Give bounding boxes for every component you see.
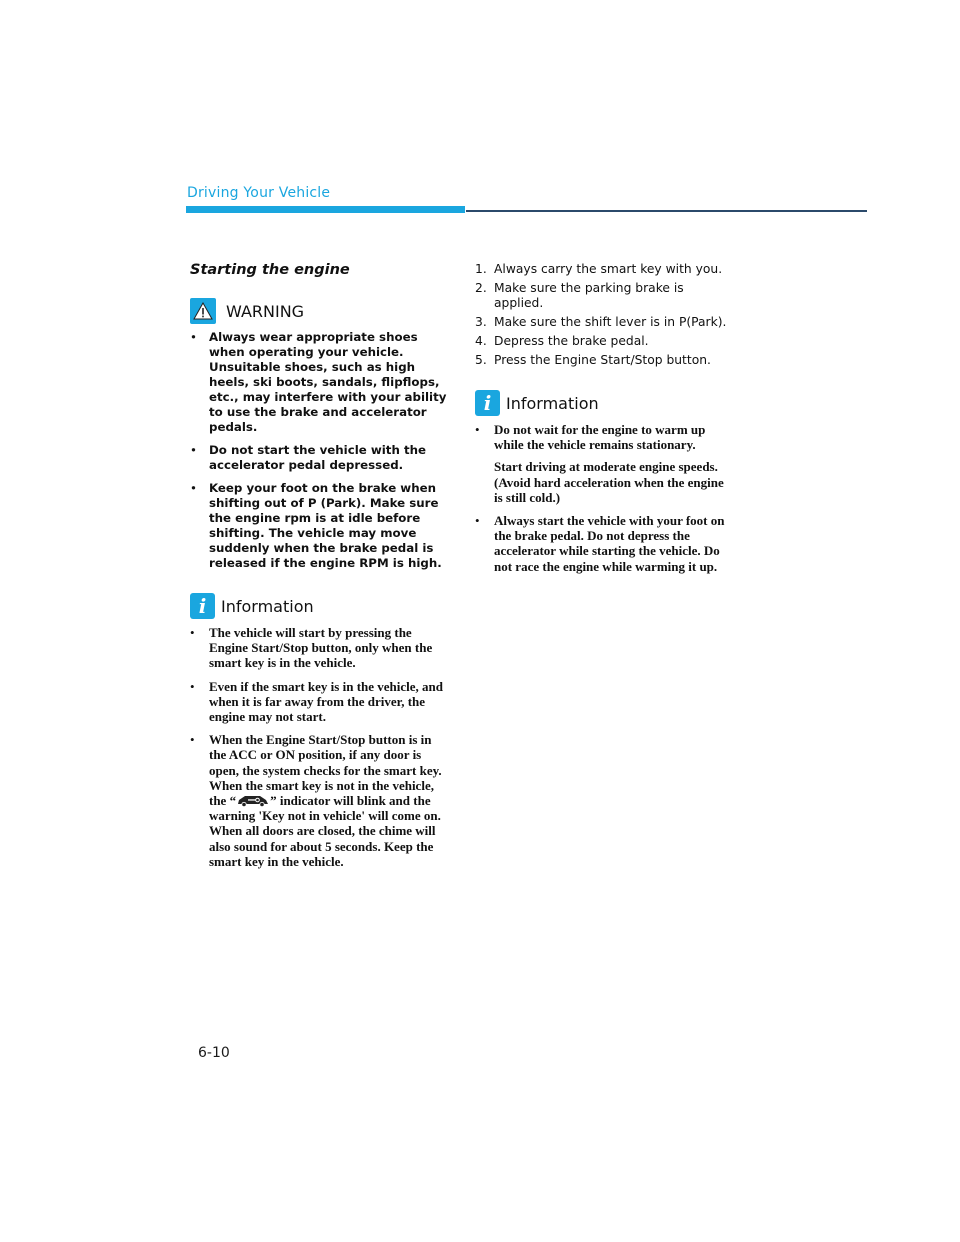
info-item: • The vehicle will start by pressing the Engine Start/Stop button, only when the smart key is in the vehicle. (190, 625, 452, 671)
header-rule-accent (186, 206, 465, 213)
section-title: Starting the engine (190, 262, 350, 278)
step-text: Always carry the smart key with you. (494, 262, 723, 276)
info-list (190, 625, 452, 869)
info-heading (475, 390, 733, 416)
info-heading (190, 593, 452, 619)
warning-item: • Do not start the vehicle with the accelerator pedal depressed. (190, 443, 452, 473)
info-item (190, 732, 452, 869)
step-text: Make sure the parking brake is applied. (494, 281, 684, 310)
warning-item: • Always wear appropriate shoes when operating your vehicle. Unsuitable shoes, such as high heels, ski boots, sandals, flipflops, etc., may interfere with your ability to use the brake and accelerator pedals. (190, 330, 452, 435)
right-column (475, 262, 733, 582)
info-item-text: Do not wait for the engine to warm up while the vehicle remains stationary. (494, 422, 706, 453)
info-i-icon: i (190, 593, 215, 619)
step-item (475, 281, 733, 311)
step-number: 5. (475, 353, 487, 367)
step-number: 3. (475, 315, 487, 329)
warning-list (190, 330, 452, 571)
step-number: 2. (475, 281, 487, 295)
step-item (475, 262, 733, 277)
info-item-text: When the Engine Start/Stop button is in the ACC or ON position, if any door is open, the system checks for the smart key. When the smart key is not in the vehicle, the “ (209, 732, 442, 809)
step-text: Depress the brake pedal. (494, 334, 649, 348)
info-i-icon: i (475, 390, 500, 416)
warning-heading (190, 298, 452, 324)
header-rule (466, 210, 867, 212)
running-header: Driving Your Vehicle (187, 185, 331, 201)
left-column (190, 262, 452, 877)
step-number: 1. (475, 262, 487, 276)
info-item (475, 422, 733, 505)
info-item-text: ” indicator will blink and the warning 'Key not in vehicle' will come on. When all doors are closed, the chime will also sound for about 5 seconds. Keep the smart key in the vehicle. (209, 793, 441, 869)
info-list (475, 422, 733, 574)
info-title: Information (221, 596, 314, 616)
warning-title: WARNING (226, 301, 305, 321)
step-item (475, 334, 733, 349)
warning-triangle-icon (190, 298, 216, 324)
info-item-subtext: Start driving at moderate engine speeds. (Avoid hard acceleration when the engine is still cold.) (494, 459, 724, 505)
info-title: Information (506, 393, 599, 413)
step-text: Press the Engine Start/Stop button. (494, 353, 711, 367)
step-number: 4. (475, 334, 487, 348)
page-number: 6-10 (198, 1045, 230, 1061)
step-item (475, 315, 733, 330)
info-item: • Even if the smart key is in the vehicle, and when it is far away from the driver, the engine may not start. (190, 679, 452, 725)
car-key-indicator-icon (236, 793, 270, 807)
steps-list (475, 262, 733, 368)
info-item: • Always start the vehicle with your foot on the brake pedal. Do not depress the accelerator while starting the vehicle. Do not race the engine while warming it up. (475, 513, 733, 574)
warning-item: • Keep your foot on the brake when shifting out of P (Park). Make sure the engine rpm is at idle before shifting. The vehicle may move suddenly when the brake pedal is released if the engine RPM is high. (190, 481, 452, 571)
step-text: Make sure the shift lever is in P(Park). (494, 315, 727, 329)
step-item (475, 353, 733, 368)
